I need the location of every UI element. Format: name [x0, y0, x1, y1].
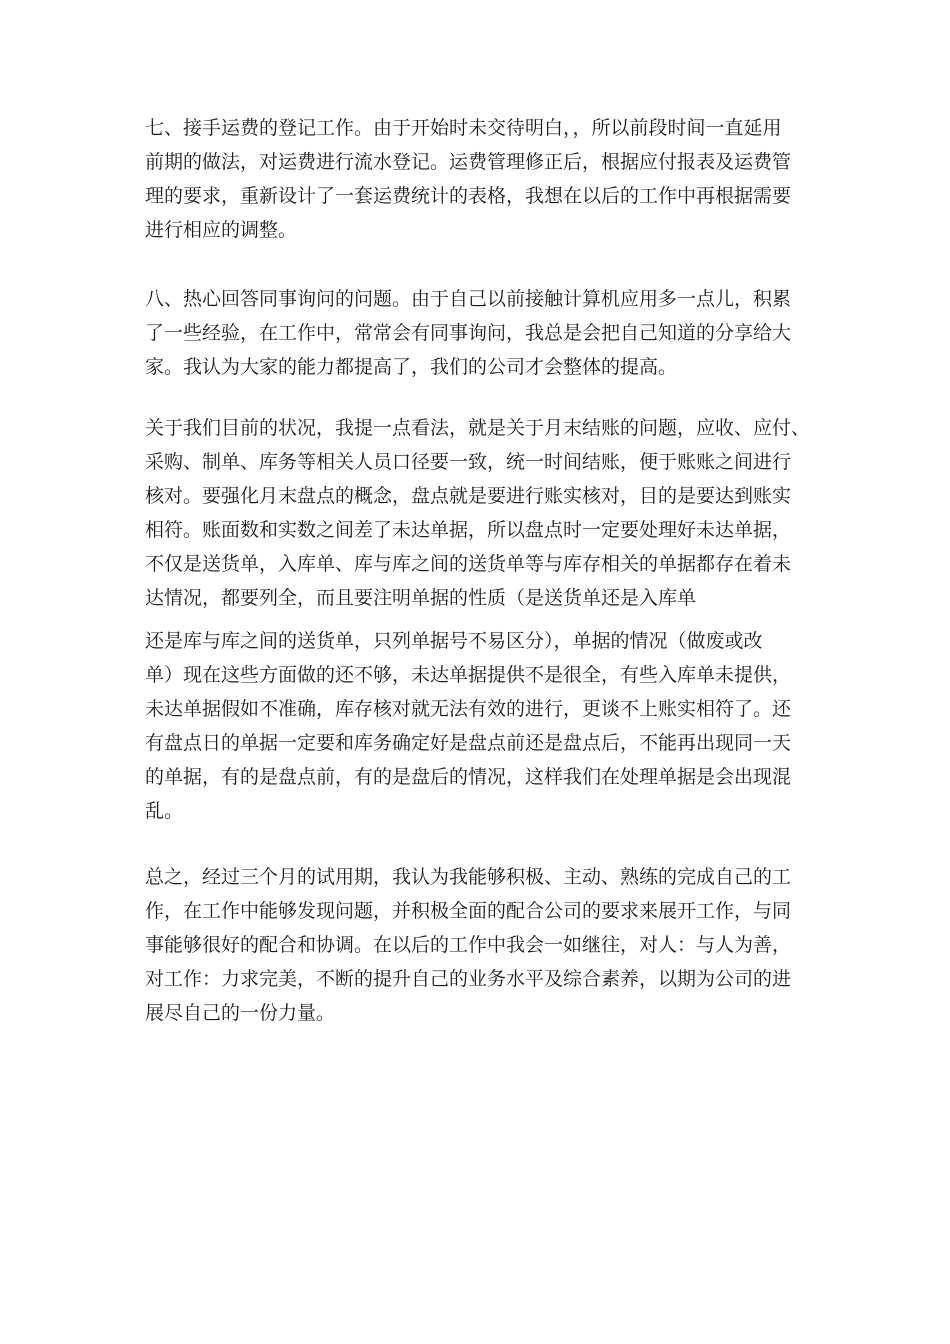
paragraph-answering-colleagues — [145, 282, 835, 384]
text-line: 八、热心回答同事询问的问题。由于自己以前接触计算机应用多一点儿，积累 — [145, 288, 792, 310]
text-line: 不仅是送货单，入库单、库与库之间的送货单等与库存相关的单据都存在着未 — [145, 553, 792, 575]
paragraph-document-status — [145, 624, 835, 828]
text-line: 的单据，有的是盘点前，有的是盘后的情况，这样我们在处理单据是会出现混 — [145, 766, 792, 788]
text-line: 进行相应的调整。 — [145, 219, 298, 241]
text-line: 有盘点日的单据一定要和库务确定好是盘点前还是盘点后，不能再出现同一天 — [145, 732, 792, 754]
text-line: 展尽自己的一份力量。 — [145, 1002, 336, 1024]
text-line: 七、接手运费的登记工作。由于开始时未交待明白，，所以前段时间一直延用 — [145, 117, 782, 139]
text-line: 了一些经验，在工作中，常常会有同事询问，我总是会把自己知道的分享给大 — [145, 322, 792, 344]
paragraph-month-end-closing — [145, 411, 835, 615]
text-line: 达情况，都要列全，而且要注明单据的性质（是送货单还是入库单 — [145, 587, 697, 609]
text-line: 未达单据假如不准确，库存核对就无法有效的进行，更谈不上账实相符了。还 — [145, 698, 792, 720]
text-line: 理的要求，重新设计了一套运费统计的表格，我想在以后的工作中再根据需要 — [145, 185, 792, 207]
text-line: 还是库与库之间的送货单，只列单据号不易区分），单据的情况（做废或改 — [145, 630, 763, 652]
paragraph-freight-registration — [145, 111, 835, 247]
text-line: 对工作：力求完美，不断的提升自己的业务水平及综合素养，以期为公司的进 — [145, 968, 792, 990]
text-line: 采购、制单、库务等相关人员口径要一致，统一时间结账，便于账账之间进行 — [145, 451, 792, 473]
text-line: 核对。要强化月末盘点的概念，盘点就是要进行账实核对，目的是要达到账实 — [145, 485, 792, 507]
text-line: 作，在工作中能够发现问题，并积极全面的配合公司的要求来展开工作，与同 — [145, 900, 792, 922]
text-line: 相符。账面数和实数之间差了未达单据，所以盘点时一定要处理好未达单据， — [145, 519, 792, 541]
text-line: 单）现在这些方面做的还不够，未达单据提供不是很全，有些入库单未提供， — [145, 664, 792, 686]
text-line: 前期的做法，对运费进行流水登记。运费管理修正后，根据应付报表及运费管 — [145, 151, 792, 173]
text-line: 乱。 — [145, 800, 184, 822]
text-line: 家。我认为大家的能力都提高了，我们的公司才会整体的提高。 — [145, 356, 678, 378]
paragraph-conclusion — [145, 860, 835, 1030]
text-line: 总之，经过三个月的试用期，我认为我能够积极、主动、熟练的完成自己的工 — [145, 866, 792, 888]
text-line: 关于我们目前的状况，我提一点看法，就是关于月末结账的问题，应收、应付、 — [145, 417, 811, 439]
text-line: 事能够很好的配合和协调。在以后的工作中我会一如继往，对人：与人为善， — [145, 934, 792, 956]
